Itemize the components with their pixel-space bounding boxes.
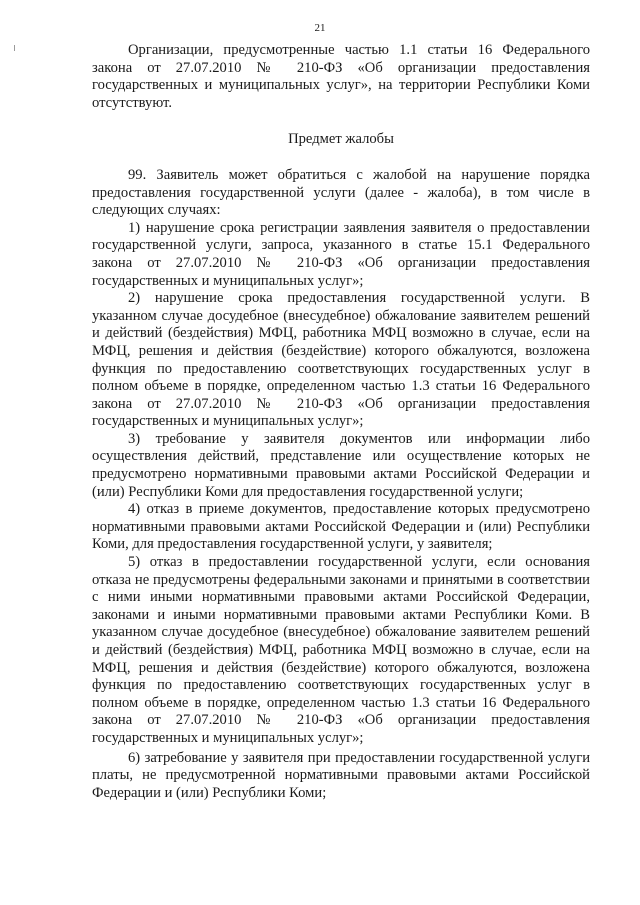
- list-item-6: 6) затребование у заявителя при предоставлении государственной услуги платы, не предусмотренной нормативными правовыми актами Российской Федерации и (или) Республики Коми;: [92, 749, 590, 801]
- paragraph-organizations: Организации, предусмотренные частью 1.1 статьи 16 Федерального закона от 27.07.2010 № 210-ФЗ «Об организации предоставления государственных и муниципальных услуг», на территории Республики Коми отсутствуют.: [92, 42, 590, 111]
- list-item-2: 2) нарушение срока предоставления государственной услуги. В указанном случае досудебное (внесудебное) обжалование заявителем решений и действий (бездействия) МФЦ, работника МФЦ возможно в случае, если на МФЦ, решения и действия (бездействие) которого обжалуются, возложена функция по предоставлению соответствующих государственных услуг в полном объеме в порядке, определенном частью 1.3 статьи 16 Федерального закона от 27.07.2010 № 210-ФЗ «Об организации предоставления государственных и муниципальных услуг»;: [92, 290, 590, 430]
- list-item-5: 5) отказ в предоставлении государственной услуги, если основания отказа не предусмотрены федеральными законами и принятыми в соответствии с ними иными нормативными правовыми актами Российской Федерации, законами и иными нормативными правовыми актами Республики Коми. В указанном случае досудебное (внесудебное) обжалование заявителем решений и действий (бездействия) МФЦ, работника МФЦ возможно в случае, если на МФЦ, решения и действия (бездействие) которого обжалуются, возложена функция по предоставлению соответствующих государственных услуг в полном объеме в порядке, определенном частью 1.3 статьи 16 Федерального закона от 27.07.2010 № 210-ФЗ «Об организации предоставления государственных и муниципальных услуг»;: [92, 554, 590, 746]
- section-heading: Предмет жалобы: [288, 131, 394, 148]
- paragraph-99: 99. Заявитель может обратиться с жалобой на нарушение порядка предоставления государственной услуги (далее - жалоба), в том числе в следующих случаях:: [92, 166, 590, 219]
- page-number: 21: [314, 22, 326, 34]
- document-body: [92, 42, 590, 802]
- margin-mark: [14, 45, 15, 51]
- list-item-4: 4) отказ в приеме документов, предоставление которых предусмотрено нормативными правовыми актами Российской Федерации и (или) Республики Коми, для предоставления государственной услуги, у заявителя;: [92, 501, 590, 553]
- list-item-3: 3) требование у заявителя документов или информации либо осуществления действий, представление или осуществление которых не предусмотрено нормативными правовыми актами Российской Федерации и (или) Республики Коми для предоставления государственной услуги;: [92, 430, 590, 500]
- list-item-1: 1) нарушение срока регистрации заявления заявителя о предоставлении государственной услуги, запроса, указанного в статье 15.1 Федерального закона от 27.07.2010 № 210-ФЗ «Об организации предоставления государственных и муниципальных услуг»;: [92, 219, 590, 289]
